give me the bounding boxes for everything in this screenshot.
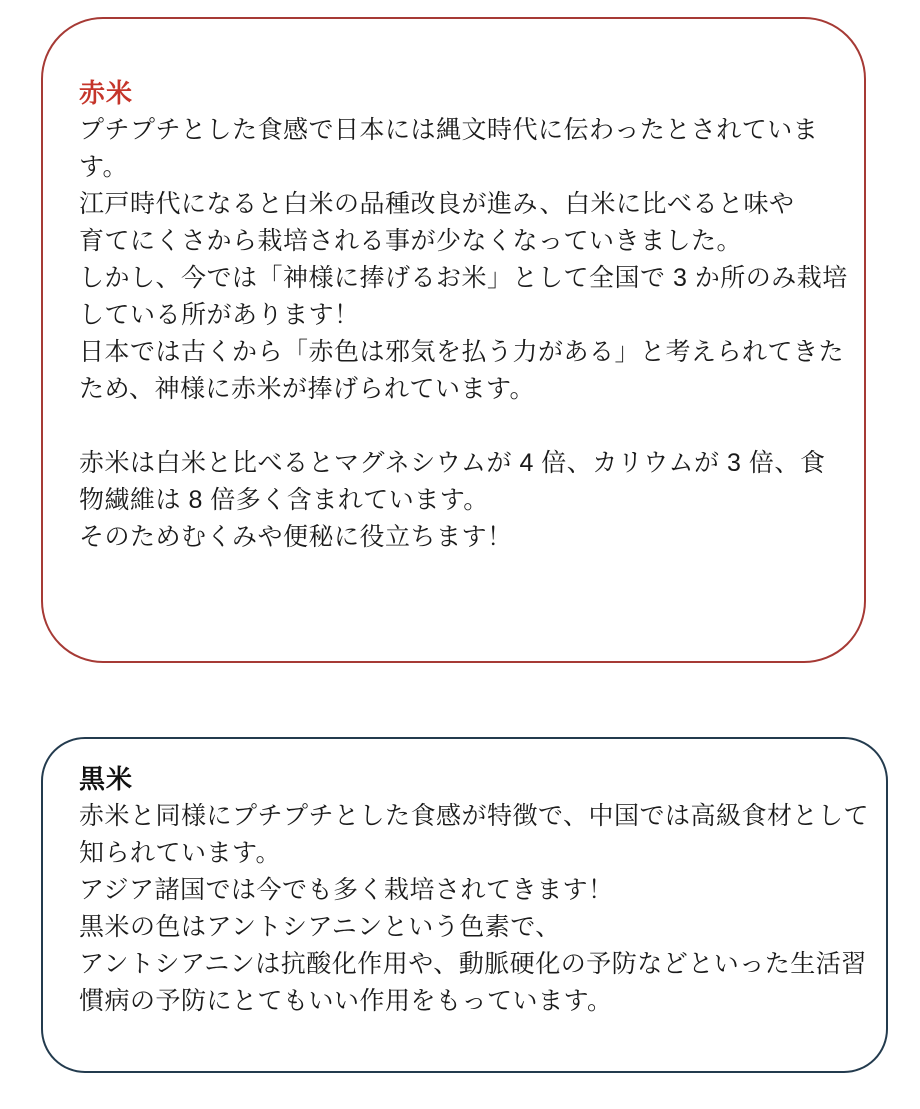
text-line: アジア諸国では今でも多く栽培されてきます！ (79, 876, 614, 904)
text-line: 赤米と同様にプチプチとした食感が特徴で、中国では高級食材として (79, 802, 870, 830)
text-line: しかし、今では「神様に捧げるお米」として全国で 3 か所のみ栽培 (79, 264, 848, 292)
text-line: プチプチとした食感で日本には縄文時代に伝わったとされていま (79, 116, 819, 144)
text-line: 物繊維は 8 倍多く含まれています。 (79, 486, 489, 514)
text-line: アントシアニンは抗酸化作用や、動脈硬化の予防などといった生活習 (79, 950, 867, 978)
text-line: 赤米は白米と比べるとマグネシウムが 4 倍、カリウムが 3 倍、食 (79, 449, 826, 477)
text-line: している所があります！ (79, 301, 360, 329)
text-line: ため、神様に赤米が捧げられています。 (79, 375, 536, 403)
paragraph-spacer (79, 408, 836, 445)
text-line: す。 (79, 153, 129, 181)
black-rice-box (41, 737, 888, 1073)
red-rice-title: 赤米 (79, 78, 134, 108)
text-line: 日本では古くから「赤色は邪気を払う力がある」と考えられてきた (79, 338, 845, 366)
red-rice-box (41, 17, 866, 663)
text-line: 黒米の色はアントシアニンという色素で、 (79, 913, 561, 941)
text-line: 江戸時代になると白米の品種改良が進み、白米に比べると味や (79, 190, 795, 218)
text-line: 慣病の予防にとてもいい作用をもっています。 (79, 987, 613, 1015)
text-line: そのためむくみや便秘に役立ちます！ (79, 523, 513, 551)
text-line: 知られています。 (79, 839, 282, 867)
text-line: 育てにくさから栽培される事が少なくなっていきました。 (79, 227, 743, 255)
black-rice-title: 黒米 (79, 764, 134, 794)
